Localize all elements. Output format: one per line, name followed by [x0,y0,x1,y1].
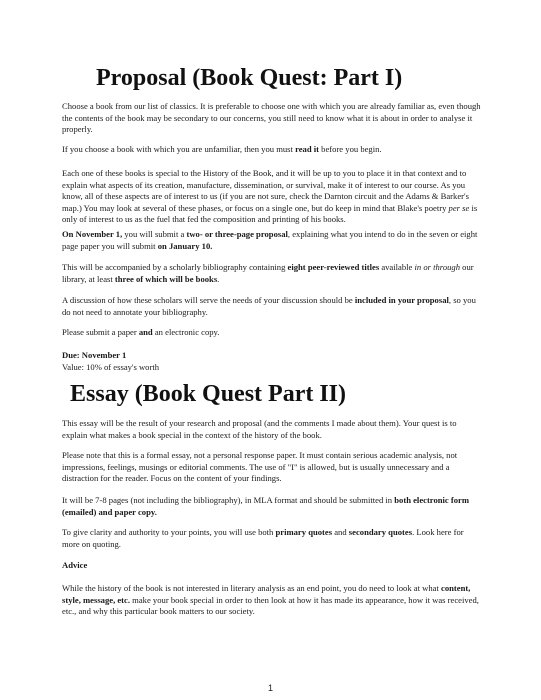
proposal-paragraph-6: A discussion of how these scholars will serve the needs of your discussion should be included in your proposal, so you do not need to annotate your bibliography. [62,295,476,317]
proposal-paragraph-7: Please submit a paper and an electronic copy. [62,327,220,337]
proposal-paragraph-1: Choose a book from our list of classics. It is preferable to choose one with which you are already familiar as, even though the contents of the book may be secondary to our concerns, you still need to know what it is about in order to analyse it properly. [62,101,481,135]
essay-paragraph-3: It will be 7-8 pages (not including the bibliography), in MLA format and should be submitted in both electronic form (emailed) and paper copy. [62,495,470,517]
essay-paragraph-2: Please note that this is a formal essay, not a personal response paper. It must contain serious academic analysis, not impressions, feelings, musings or editorial comments. The use of "I" is allowed, but is usually unnecessary and a distraction for the reader. Focus on the content of your findings. [62,450,458,484]
proposal-paragraph-3: Each one of these books is special to the History of the Book, and it will be up to you to place it in that context and to explain what aspects of its creation, manufacture, dissemination, or survival, make it of interest to our course. As you know, all of these aspects are of interest to us (if you are not sure, check the Darnton circuit and the Adams & Barker's map.) You may look at several of these phases, or focus on a single one, but do keep in mind that Blake's poetry per se is only of interest to us as the fuel that fed the composition and printing of his books. [62,168,478,225]
proposal-paragraph-5: This will be accompanied by a scholarly bibliography containing eight peer-reviewed titles available in or through our library, at least three of which will be books. [62,262,474,284]
essay-paragraph-4: To give clarity and authority to your points, you will use both primary quotes and secondary quotes. Look here for more on quoting. [62,527,464,549]
proposal-paragraph-4: On November 1, you will submit a two- or three-page proposal, explaining what you intend to do in the seven or eight page paper you will submit on January 10. [62,229,478,251]
essay-paragraph-5: While the history of the book is not interested in literary analysis as an end point, you do need to look at what content, style, message, etc. make your book special in order to then look at how it has made its appearance, how it was received, etc., and why this particular book matters to our society. [62,583,479,617]
advice-heading: Advice [62,560,88,570]
proposal-due: Due: November 1 Value: 10% of essay's worth [62,350,160,372]
proposal-title: Proposal (Book Quest: Part I) [96,65,403,91]
essay-paragraph-1: This essay will be the result of your research and proposal (and the comments I made about them). Your quest is to explain what makes a book special in the context of the history of the book. [62,418,457,440]
essay-title: Essay (Book Quest Part II) [70,381,347,407]
page-number: 1 [267,683,273,693]
proposal-paragraph-2: If you choose a book with which you are unfamiliar, then you must read it before you begin. [62,144,382,154]
